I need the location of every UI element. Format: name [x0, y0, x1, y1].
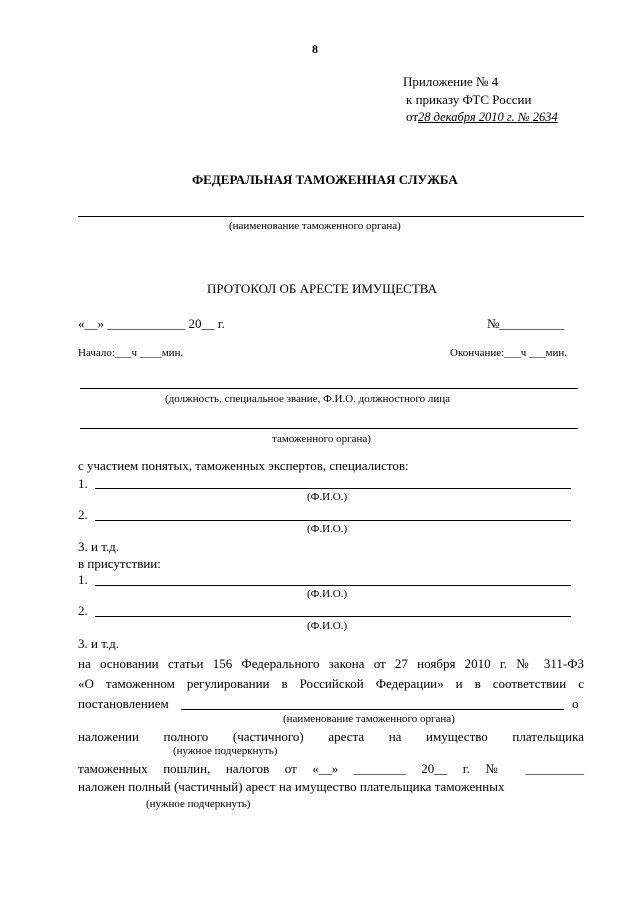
participant-2-caption: (Ф.И.О.): [307, 523, 348, 535]
presence-1-number: 1.: [78, 572, 88, 587]
participant-2-line: [95, 520, 571, 521]
participants-intro: с участием понятых, таможенных экспертов, специалистов:: [78, 458, 409, 473]
presence-1-line: [95, 585, 571, 586]
resolution-line: [181, 709, 564, 710]
appendix-line-1: Приложение № 4: [403, 74, 499, 89]
resolution-label: постановлением: [78, 696, 169, 711]
participant-2-number: 2.: [78, 507, 88, 522]
protocol-date-field: «__» ____________ 20__ г.: [78, 316, 225, 331]
customs-name-caption: (наименование таможенного органа): [229, 220, 401, 232]
end-time-field: Окончание:___ч ___мин.: [450, 347, 568, 359]
appendix-line-2: к приказу ФТС России: [406, 92, 532, 107]
participant-1-line: [95, 488, 571, 489]
basis-line-2: «О таможенном регулировании в Российской Федерации» и в соответствии с: [78, 676, 584, 691]
start-time-field: Начало:___ч ____мин.: [78, 347, 184, 359]
participant-1-number: 1.: [78, 476, 88, 491]
official-line-1: [80, 388, 578, 389]
presence-label: в присутствии:: [78, 556, 161, 571]
protocol-title: ПРОТОКОЛ ОБ АРЕСТЕ ИМУЩЕСТВА: [207, 281, 438, 296]
page-number: 8: [312, 42, 318, 56]
protocol-number-field: №__________: [487, 316, 565, 331]
basis-line-1: на основании статьи 156 Федерального закона от 27 ноября 2010 г. № 311-ФЗ: [78, 656, 584, 671]
appendix-handwritten-date: 28 декабря 2010 г. № 2634: [418, 110, 558, 124]
underline-note-2: (нужное подчеркнуть): [146, 798, 251, 810]
official-caption-1: (должность, специальное звание, Ф.И.О. должностного лица: [165, 393, 451, 405]
customs-name-line: [78, 216, 584, 217]
participant-1-caption: (Ф.И.О.): [307, 491, 348, 503]
appendix-date-line: [406, 109, 558, 125]
resolution-o: о: [572, 696, 579, 711]
underline-note: (нужное подчеркнуть): [173, 745, 278, 757]
resolution-caption: (наименование таможенного органа): [283, 713, 455, 725]
presence-etc: 3. и т.д.: [78, 636, 120, 651]
presence-2-line: [95, 616, 571, 617]
official-caption-2: таможенного органа): [272, 433, 371, 445]
agency-title: ФЕДЕРАЛЬНАЯ ТАМОЖЕННАЯ СЛУЖБА: [192, 172, 458, 187]
presence-2-number: 2.: [78, 603, 88, 618]
presence-2-caption: (Ф.И.О.): [307, 620, 348, 632]
imposed-line: наложен полный (частичный) арест на имущество плательщика таможенных: [78, 779, 505, 794]
duties-line: таможенных пошлин, налогов от «__» ________ 20__ г. № _________: [78, 761, 584, 776]
official-line-2: [80, 428, 578, 429]
imposing-line: наложении полного (частичного) ареста на имущество плательщика: [78, 729, 584, 744]
participants-etc: 3. и т.д.: [78, 539, 120, 554]
appendix-from-label: от: [406, 109, 419, 124]
presence-1-caption: (Ф.И.О.): [307, 588, 348, 600]
